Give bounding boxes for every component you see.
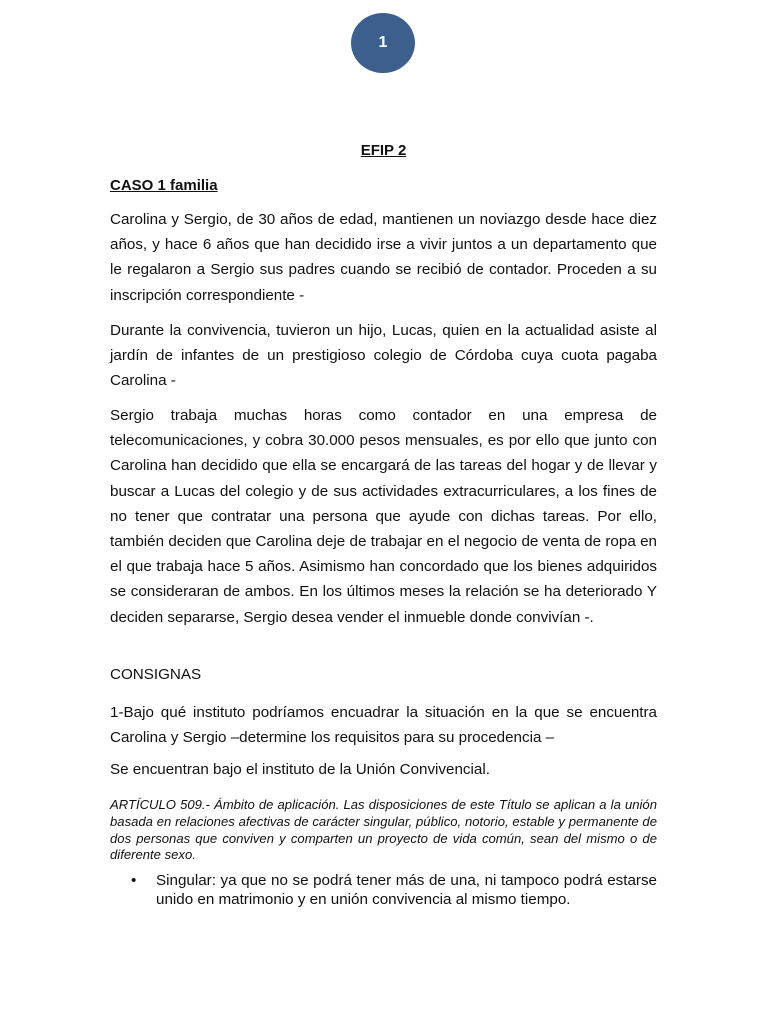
bullet-icon: • [131,872,137,889]
consignas-heading: CONSIGNAS [110,666,202,683]
case-paragraph-3: Sergio trabaja muchas horas como contador en una empresa de telecomunicaciones, y cobra 30.000 pesos mensuales, es por ello que junto con Carolina han decidido que ella se encargará de las tareas del hogar y de llevar y buscar a Lucas del colegio y de sus actividades extracurriculares, a los fines de no tener que contratar una persona que ayude con dichas tareas. Por ello, también deciden que Carolina deje de trabajar en el negocio de venta de ropa en el que trabaja hace 5 años. Asimismo han concordado que los bienes adquiridos se consideraran de ambos. En los últimos meses la relación se ha deteriorado Y deciden separarse, Sergio desea vender el inmueble donde convivían -. [110,407,657,626]
article-509-quote: ARTÍCULO 509.- Ámbito de aplicación. Las disposiciones de este Título se aplican a la unión basada en relaciones afectivas de carácter singular, público, notorio, estable y permanente de dos personas que conviven y comparten un proyecto de vida común, sean del mismo o de diferente sexo. [110,797,657,863]
question-1: 1-Bajo qué instituto podríamos encuadrar la situación en la que se encuentra Carolina y Sergio –determine los requisitos para su procedencia – [110,704,657,747]
case-heading: CASO 1 familia [110,177,218,194]
answer-1: Se encuentran bajo el instituto de la Unión Convivencial. [110,761,490,778]
list-item [110,872,657,909]
page-number-badge: 1 [351,13,415,73]
document-title: EFIP 2 [360,142,407,159]
list-item-text: Singular: ya que no se podrá tener más de una, ni tampoco podrá estarse unido en matrimonio y en unión convivencia al mismo tiempo. [156,872,657,908]
requirements-list [110,872,657,909]
case-paragraph-1: Carolina y Sergio, de 30 años de edad, mantienen un noviazgo desde hace diez años, y hace 6 años que han decidido irse a vivir juntos a un departamento que le regalaron a Sergio sus padres cuando se recibió de contador. Proceden a su inscripción correspondiente - [110,211,657,304]
case-paragraph-2: Durante la convivencia, tuvieron un hijo, Lucas, quien en la actualidad asiste al jardín de infantes de un prestigioso colegio de Córdoba cuya cuota pagaba Carolina - [110,322,657,390]
